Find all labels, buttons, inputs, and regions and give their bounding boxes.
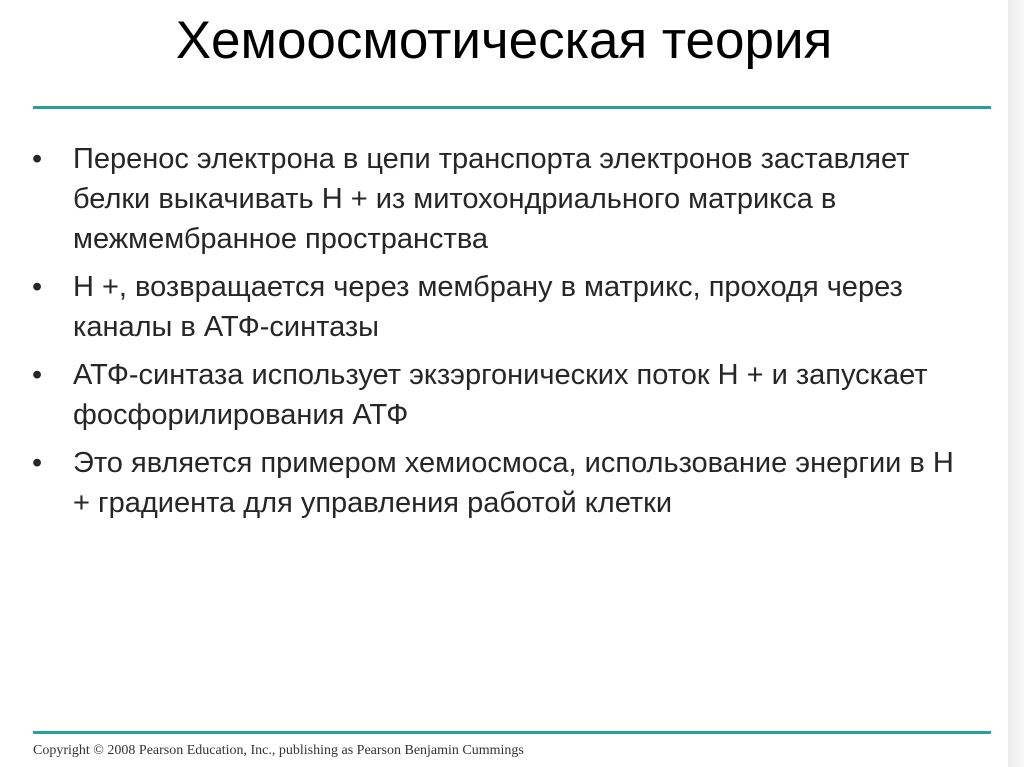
- bullet-text: Перенос электрона в цепи транспорта электронов заставляет белки выкачивать H + из митохондриального матрикса в межмембранное пространства: [73, 143, 910, 255]
- bullet-text: Это является примером хемиосмоса, использование энергии в H + градиента для управления работой клетки: [73, 447, 954, 519]
- page-shadow-edge: [1008, 0, 1024, 767]
- bullet-item: [28, 355, 978, 435]
- bullet-dot-icon: •: [32, 143, 43, 175]
- bullet-item: [28, 443, 978, 523]
- slide-title: Хемоосмотическая теория: [175, 11, 833, 70]
- bullet-item: [28, 139, 978, 259]
- footer-divider: [33, 731, 991, 734]
- bullet-dot-icon: •: [32, 271, 43, 303]
- bullet-item: [28, 267, 978, 347]
- title-divider: [33, 106, 991, 109]
- copyright-footer: Copyright © 2008 Pearson Education, Inc., publishing as Pearson Benjamin Cummings: [33, 743, 524, 758]
- bullet-dot-icon: •: [32, 447, 43, 479]
- bullet-text: H +, возвращается через мембрану в матрикс, проходя через каналы в АТФ-синтазы: [73, 271, 903, 343]
- bullet-text: АТФ-синтаза использует экзэргонических поток H + и запускает фосфорилирования АТФ: [73, 359, 928, 431]
- bullet-list: [28, 139, 978, 531]
- bullet-dot-icon: •: [32, 359, 43, 391]
